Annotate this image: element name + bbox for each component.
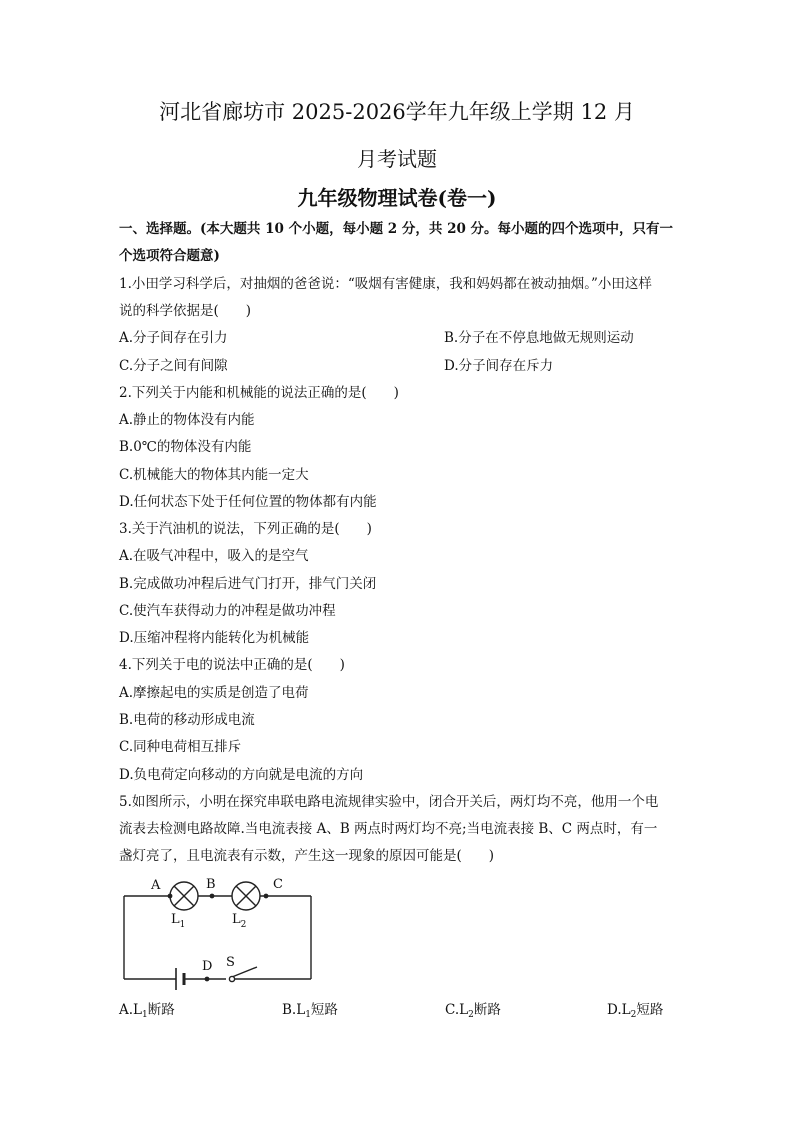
q2-option-b: B.0℃的物体没有内能	[119, 439, 252, 455]
q5-stem-line-3: 盏灯亮了，且电流表有示数，产生这一现象的原因可能是( )	[119, 848, 495, 864]
label-b: B	[206, 877, 216, 892]
q3-option-b: B.完成做功冲程后进气门打开，排气门关闭	[119, 576, 377, 592]
label-l1: $L_1$	[171, 912, 186, 930]
q2-stem: 2.下列关于内能和机械能的说法正确的是( )	[119, 385, 399, 401]
q1-option-c: C.分子之间有间隙	[119, 358, 228, 374]
title-line-1: 河北省廊坊市 2025-2026学年九年级上学期 12 月	[159, 100, 635, 124]
switch-blade	[232, 967, 257, 977]
label-c: C	[273, 877, 283, 892]
title-line-2: 月考试题	[357, 147, 437, 171]
q4-option-a: A.摩擦起电的实质是创造了电荷	[119, 685, 309, 701]
q3-option-a: A.在吸气冲程中，吸入的是空气	[119, 548, 309, 564]
q5-option-d: $D.L_2$短路	[607, 1002, 664, 1020]
q4-stem: 4.下列关于电的说法中正确的是( )	[119, 657, 345, 673]
label-d: D	[202, 959, 213, 974]
q4-option-b: B.电荷的移动形成电流	[119, 712, 255, 728]
q3-stem: 3.关于汽油机的说法，下列正确的是( )	[119, 521, 372, 537]
q1-option-a: A.分子间存在引力	[119, 330, 228, 346]
q4-option-d: D.负电荷定向移动的方向就是电流的方向	[119, 767, 364, 783]
label-l2: $L_2$	[232, 912, 247, 930]
q4-option-c: C.同种电荷相互排斥	[119, 739, 242, 755]
node-d	[205, 977, 210, 982]
q5-stem-line-1: 5.如图所示，小明在探究串联电路电流规律实验中，闭合开关后，两灯均不亮，他用一个电	[119, 794, 659, 810]
q5-stem-line-2: 流表去检测电路故障.当电流表接 A、B 两点时两灯均不亮;当电流表接 B、C 两点时，有一	[119, 821, 658, 837]
q1-option-d: D.分子间存在斥力	[444, 358, 554, 374]
switch-pivot	[229, 976, 234, 981]
lamp-l2-symbol	[232, 882, 260, 910]
q1-stem-line-1: 1.小田学习科学后，对抽烟的爸爸说：“吸烟有害健康，我和妈妈都在被动抽烟。”小田这样	[119, 276, 652, 292]
q5-option-c: $C.L_2$断路	[445, 1002, 501, 1020]
label-s: S	[226, 955, 235, 970]
q2-option-d: D.任何状态下处于任何位置的物体都有内能	[119, 494, 377, 510]
q1-option-b: B.分子在不停息地做无规则运动	[444, 330, 634, 346]
q2-option-c: C.机械能大的物体其内能一定大	[119, 467, 309, 483]
q5-option-a: $A.L_1$断路	[119, 1002, 175, 1020]
q1-stem-line-2: 说的科学依据是( )	[119, 303, 252, 319]
q3-option-d: D.压缩冲程将内能转化为机械能	[119, 630, 310, 646]
section-heading-line-1: 一、选择题。(本大题共 10 个小题，每小题 2 分，共 20 分。每小题的四个选项中，只有一	[119, 221, 674, 237]
q3-option-c: C.使汽车获得动力的冲程是做功冲程	[119, 603, 336, 619]
section-heading-line-2: 个选项符合题意)	[119, 248, 220, 264]
lamp-l1-symbol	[170, 882, 198, 910]
node-a	[168, 894, 173, 899]
q5-option-b: $B.L_1$短路	[282, 1002, 338, 1020]
node-b	[210, 894, 215, 899]
q2-option-a: A.静止的物体没有内能	[119, 412, 255, 428]
title-line-3: 九年级物理试卷(卷一)	[297, 186, 497, 210]
node-c	[264, 894, 269, 899]
label-a: A	[151, 878, 161, 893]
